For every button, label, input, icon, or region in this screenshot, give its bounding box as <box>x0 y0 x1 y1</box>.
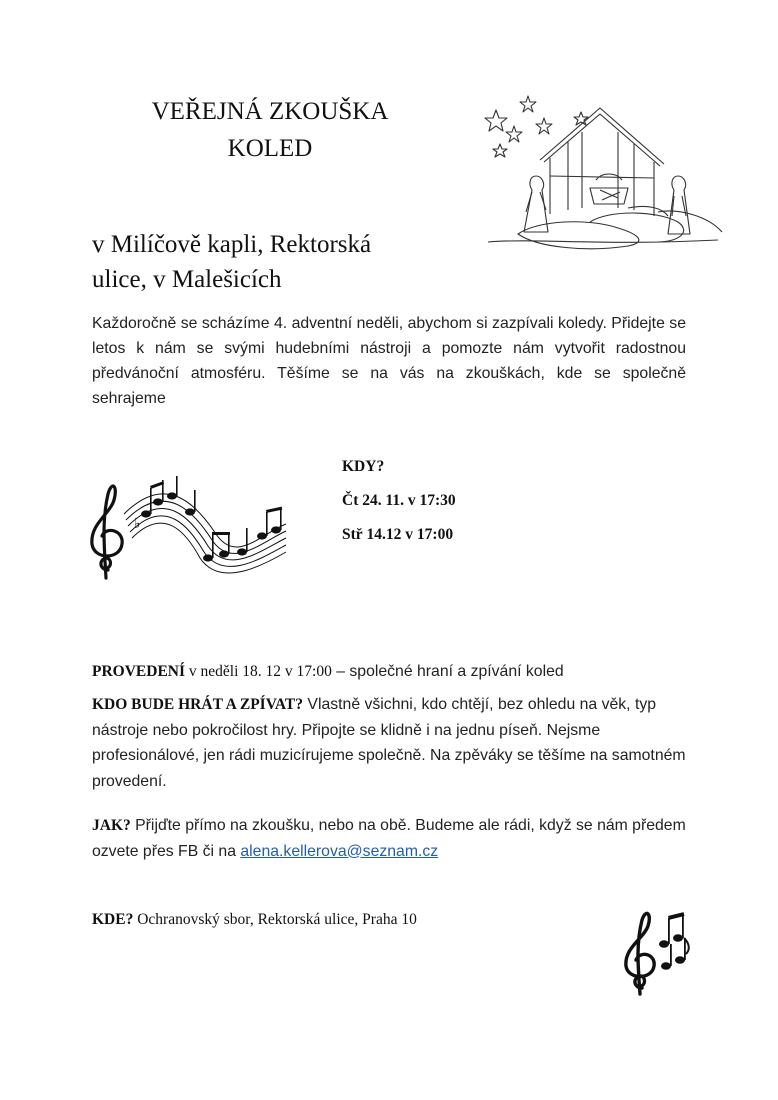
who-text: Vlastně všichni, kdo chtějí, bez ohledu na věk, typ nástroje nebo pokročilost hry. Připojte se klidně i na jednu píseň. Nejsme profesionálové, jen rádi muzicírujeme společně. Na zpěváky se těšíme na samotném provedení. <box>92 696 686 790</box>
nativity-illustration <box>478 92 728 252</box>
where-label: KDE? <box>92 911 134 928</box>
music-notes-illustration <box>86 474 288 590</box>
title-line-1: VEŘEJNÁ ZKOUŠKA <box>151 98 389 125</box>
page-title <box>120 93 420 167</box>
svg-text:♭: ♭ <box>134 516 141 532</box>
treble-clef-icon <box>620 904 692 996</box>
performance-when: v neděli 18. 12 v 17:00 <box>185 663 332 680</box>
title-line-2: KOLED <box>227 135 313 162</box>
performance-line <box>92 659 692 685</box>
location-line-2: ulice, v Malešicích <box>92 266 282 293</box>
intro-paragraph: Každoročně se scházíme 4. adventní neděli, abychom si zazpívali koledy. Přidejte se letos k nám se svými hudebními nástroji a pomozte nám vytvořit radostnou předvánoční atmosféru. Těšíme se na vás na zkouškách, kde se společně sehrajeme <box>92 315 686 407</box>
when-heading: KDY? <box>342 458 385 475</box>
location-line-1: v Milíčově kapli, Rektorská <box>92 231 372 258</box>
how-label: JAK? <box>92 817 131 834</box>
who-paragraph <box>92 692 692 794</box>
performance-text: – společné hraní a zpívání koled <box>331 663 564 680</box>
rehearsal-date-1: Čt 24. 11. v 17:30 <box>342 492 456 509</box>
where-text: Ochranovský sbor, Rektorská ulice, Praha 10 <box>133 911 417 928</box>
how-paragraph <box>92 813 692 864</box>
rehearsal-date-2: Stř 14.12 v 17:00 <box>342 526 454 543</box>
performance-label: PROVEDENÍ <box>92 663 186 680</box>
how-text: Přijďte přímo na zkoušku, nebo na obě. Budeme ale rádi, když se nám předem ozvete přes FB či na <box>92 817 686 860</box>
where-line <box>92 907 692 933</box>
who-label: KDO BUDE HRÁT A ZPÍVAT? <box>92 696 304 713</box>
contact-email-link[interactable]: alena.kellerova@seznam.cz <box>240 842 439 860</box>
location-heading <box>92 227 452 297</box>
